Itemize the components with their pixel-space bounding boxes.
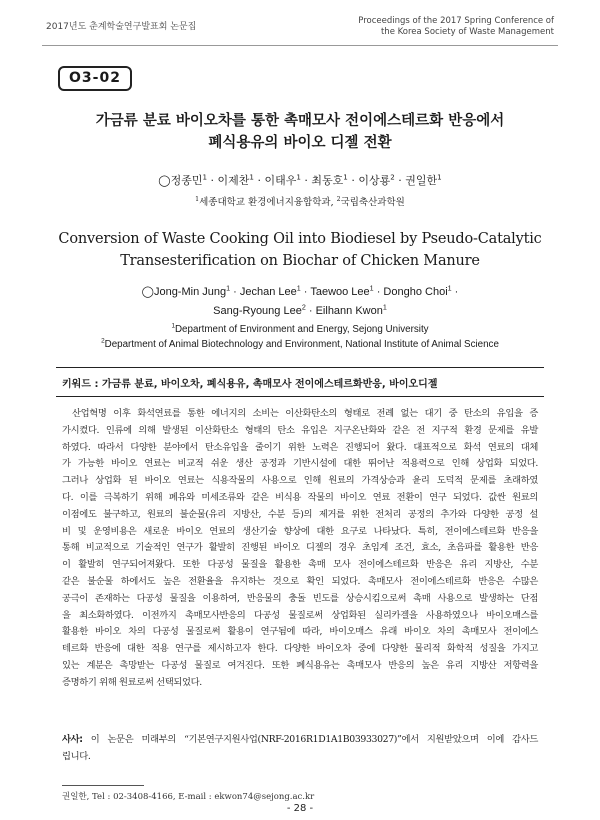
english-title <box>30 228 570 272</box>
abstract-line: 다. 이를 극복하기 위해 폐유와 미세조류와 같은 비식용 작물의 바이오 연료 전환이 연구 되었다. 값싼 원료의 <box>62 491 538 503</box>
presenter-mark: ◯ <box>141 286 154 298</box>
english-affiliation-2 <box>30 337 570 352</box>
footnote-divider <box>62 785 144 786</box>
author-separator: · <box>347 174 359 187</box>
abstract-line: 있는 계분은 촉망받는 다공성 물질로 여겨진다. 또한 폐식용유는 촉매모사 반응의 높은 유리 지방산 저항력을 <box>62 659 538 671</box>
abstract-line: 가 가능한 바이오 연료는 비교적 쉬운 생산 공정과 기반시설에 대한 뛰어난 적용력으로 인해 상업화 되었다. <box>62 458 538 470</box>
affiliation-mark: 1 <box>369 284 374 293</box>
english-author: Taewoo Lee <box>310 286 370 298</box>
acknowledgment-text: 이 논문은 미래부의 “기본연구지원사업(NRF-2016R1D1A1B03933027)”에서 지원받았으며 이에 감사드 <box>82 734 538 745</box>
running-header-right-line1: Proceedings of the 2017 Spring Conference of <box>358 16 554 26</box>
affiliation-mark: 1 <box>296 172 301 182</box>
english-authors-line2 <box>40 302 560 321</box>
affiliation-mark: 1 <box>202 172 208 182</box>
acknowledgment-line2: 립니다. <box>62 750 91 762</box>
affiliation-mark: 1 <box>195 195 200 203</box>
korean-author: 최동호 <box>311 174 344 187</box>
affiliation-mark: 1 <box>382 303 387 312</box>
page-number: - 28 - <box>286 803 314 814</box>
corresponding-author-footnote: 권일한, Tel : 02-3408-4166, E-mail : ekwon74@sejong.ac.kr <box>62 792 315 802</box>
header-divider <box>42 45 558 46</box>
korean-title-line2: 폐식용유의 바이오 디젤 전환 <box>208 135 392 151</box>
abstract-line: 그러나 상업화 된 바이오 연료는 식용작물의 사용으로 인해 원료의 가격상승과 윤리 도덕적 문제를 초래하였 <box>62 475 538 487</box>
korean-authors <box>40 172 560 188</box>
english-affiliation-1-text: Department of Environment and Energy, Sejong University <box>174 324 429 335</box>
affiliation-mark: 2 <box>301 303 306 312</box>
abstract-line: 비 및 운영비용은 새로운 바이오 연료의 생산기술 향상에 대한 요구로 나타났다. 특히, 전이에스테르화 반응을 <box>62 525 538 537</box>
author-separator: · <box>253 174 265 187</box>
abstract-line: 증명하기 위해 원료로써 선택되었다. <box>62 676 202 688</box>
affiliation-mark: 2 <box>336 195 341 203</box>
author-separator: · <box>373 286 384 298</box>
abstract-line: 이 활발히 연구되어져왔다. 또한 다공성 물질을 활용한 촉매 모사 전이에스테르화 반응은 유리 지방산, 수분 <box>62 559 538 571</box>
keywords-top-rule <box>56 367 544 368</box>
english-affiliation-1 <box>30 322 570 337</box>
keywords-text: 가금류 분료, 바이오차, 폐식용유, 촉매모사 전이에스테르화반응, 바이오디젤 <box>98 379 438 390</box>
english-author: Jechan Lee <box>239 286 297 298</box>
running-header-right-line2: the Korea Society of Waste Management <box>380 27 554 37</box>
korean-affiliation-1: 세종대학교 환경에너지융합학과, <box>199 197 334 208</box>
keywords-line <box>62 375 544 390</box>
author-separator: · <box>300 286 311 298</box>
abstract-line: 테르화 반응에 대한 적용 연구를 제시하고자 한다. 다양한 바이오차 중에 다양한 물리적 화학적 성질을 가지고 <box>62 643 538 655</box>
abstract-body <box>62 406 538 692</box>
english-title-line2: Transesterification on Biochar of Chicken Manure <box>120 253 480 269</box>
abstract-line: 산업혁명 이후 화석연료를 통한 에너지의 소비는 이산화탄소의 형태로 전례 없는 대기 중 탄소의 유입을 증 <box>72 408 538 419</box>
session-code-badge: O3-02 <box>58 66 132 91</box>
running-header-right <box>358 16 554 38</box>
english-author: Dongho Choi <box>383 286 448 298</box>
abstract-line: 을 최소화하였다. 이전까지 촉매모사반응의 다공성 물질로써 상업화된 실리카겔을 사용하였으나 바이오매스를 <box>62 609 538 621</box>
korean-author: 이태우 <box>264 174 297 187</box>
affiliation-mark: 1 <box>171 322 175 330</box>
affiliation-mark: 1 <box>249 172 254 182</box>
korean-title-line1: 가금류 분료 바이오차를 통한 촉매모사 전이에스테르화 반응에서 <box>95 113 505 129</box>
author-separator: · <box>394 174 406 187</box>
acknowledgment <box>62 732 538 766</box>
english-authors <box>40 283 560 321</box>
author-separator: · <box>300 174 312 187</box>
english-author: Jong-Min Jung <box>153 286 227 298</box>
author-separator: · <box>207 174 218 187</box>
english-affiliations <box>30 322 570 352</box>
korean-affiliation-2: 국립축산과학원 <box>340 197 405 208</box>
english-affiliation-2-text: Department of Animal Biotechnology and Environment, National Institute of Animal Science <box>104 339 499 350</box>
presenter-mark: ◯ <box>158 174 171 187</box>
author-separator: · <box>305 305 316 317</box>
abstract-line: 하였다. 따라서 다양한 분야에서 탄소유입을 줄이기 위한 노력은 진행되어 왔다. 대표적으로 화석 연료의 대체 <box>62 441 538 453</box>
affiliation-mark: 1 <box>226 284 231 293</box>
korean-title <box>40 110 560 154</box>
affiliation-mark: 2 <box>101 337 105 345</box>
affiliation-mark: 1 <box>437 172 442 182</box>
english-authors-line1 <box>40 283 560 302</box>
korean-affiliations <box>40 194 560 208</box>
affiliation-mark: 1 <box>343 172 348 182</box>
keywords-label: 키워드 : <box>62 379 99 390</box>
abstract-line: 활용한 바이오 차의 다공성 물질로써 활용이 연구됨에 따라, 바이오매스 유래 바이오 차의 촉매모사 전이에스 <box>62 626 538 638</box>
keywords-bottom-rule <box>56 396 544 397</box>
korean-author: 정종민 <box>170 174 203 187</box>
korean-author: 권일한 <box>405 174 438 187</box>
author-separator: · <box>451 286 459 298</box>
korean-author: 이제찬 <box>217 174 250 187</box>
acknowledgment-label: 사사: <box>62 734 83 745</box>
affiliation-mark: 2 <box>390 172 395 182</box>
korean-author: 이상룡 <box>358 174 391 187</box>
abstract-line: 공극이 존재하는 다공성 물질을 이용하여, 반응물의 충돌 빈도를 상승시킴으로써 촉매 사용으로 발생하는 단점 <box>62 592 538 604</box>
abstract-line: 이점에도 불구하고, 원료의 불순물(유리 지방산, 수분 등)의 제거를 위한 전처리 공정의 추가와 다양한 공정 설 <box>62 508 538 520</box>
abstract-line: 가시켰다. 인류에 의해 발생된 이산화탄소 형태의 탄소 유입은 지구온난화와 같은 전 지구적 환경 문제를 유발 <box>62 424 538 436</box>
acknowledgment-line1 <box>62 732 538 749</box>
abstract-line: 같은 불순물 하에서도 높은 전환율을 유지하는 것으로 확인 되었다. 촉매모사 전이에스테르화 반응은 수많은 <box>62 575 538 587</box>
english-title-line1: Conversion of Waste Cooking Oil into Biodiesel by Pseudo-Catalytic <box>58 231 542 247</box>
abstract-line: 통해 비교적으로 기술적인 연구가 활발히 진행된 바이오 디젤의 경우 초임계 조건, 효소, 초음파를 활용한 반응 <box>62 542 538 554</box>
affiliation-mark: 1 <box>447 284 452 293</box>
author-separator: · <box>230 286 240 298</box>
english-author: Eilhann Kwon <box>315 305 383 317</box>
english-author: Sang-Ryoung Lee <box>213 305 302 317</box>
running-header-left: 2017년도 춘계학술연구발표회 논문집 <box>46 22 197 32</box>
affiliation-mark: 1 <box>296 284 301 293</box>
